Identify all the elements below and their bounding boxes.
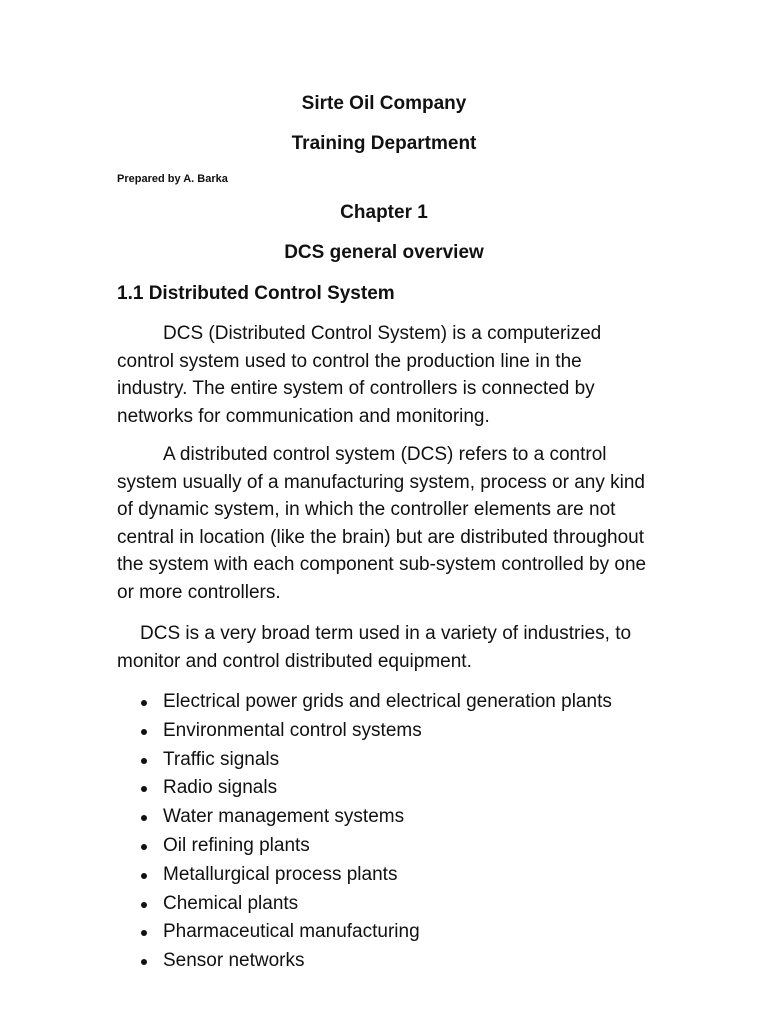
list-item xyxy=(117,688,677,717)
list-item-text: Oil refining plants xyxy=(163,834,310,856)
list-item-text: Sensor networks xyxy=(163,950,305,972)
list-item-text: Traffic signals xyxy=(163,748,280,770)
list-item xyxy=(117,947,677,976)
list-item xyxy=(117,918,677,947)
bullet-icon xyxy=(141,815,147,821)
list-item xyxy=(117,803,677,832)
bullet-icon xyxy=(141,844,147,850)
list-item xyxy=(117,774,677,803)
list-item-text: Pharmaceutical manufacturing xyxy=(163,921,420,943)
applications-list xyxy=(117,688,677,976)
chapter-title: DCS general overview xyxy=(284,242,484,263)
list-item xyxy=(117,861,677,890)
bullet-icon xyxy=(141,930,147,936)
section-heading: 1.1 Distributed Control System xyxy=(117,283,395,304)
paragraph-3: DCS is a very broad term used in a variety of industries, to monitor and control distributed equipment. xyxy=(117,623,632,672)
department-title: Training Department xyxy=(291,133,477,154)
list-item-text: Metallurgical process plants xyxy=(163,863,398,885)
bullet-icon xyxy=(141,873,147,879)
bullet-icon xyxy=(141,700,147,706)
list-item-text: Electrical power grids and electrical generation plants xyxy=(163,691,612,712)
bullet-icon xyxy=(141,959,147,965)
list-item xyxy=(117,717,677,746)
list-item xyxy=(117,890,677,919)
paragraph-1: DCS (Distributed Control System) is a computerized control system used to control the production line in the industry. The entire system of controllers is connected by networks for communication and monitoring. xyxy=(117,323,602,427)
prepared-by-note: Prepared by A. Barka xyxy=(117,173,228,185)
bullet-icon xyxy=(141,729,147,735)
bullet-icon xyxy=(141,786,147,792)
list-item-text: Environmental control systems xyxy=(163,719,422,741)
list-item-text: Radio signals xyxy=(163,777,278,799)
paragraph-2: A distributed control system (DCS) refers to a control system usually of a manufacturing system, process or any kind of dynamic system, in which the controller elements are not central in location (like the brain) but are distributed throughout the system with each component sub-system controlled by one or more controllers. xyxy=(117,444,647,603)
list-item xyxy=(117,746,677,775)
list-item-text: Chemical plants xyxy=(163,892,299,914)
bullet-icon xyxy=(141,902,147,908)
list-item-text: Water management systems xyxy=(163,806,405,828)
company-title: Sirte Oil Company xyxy=(301,93,467,114)
bullet-icon xyxy=(141,758,147,764)
list-item xyxy=(117,832,677,861)
chapter-number: Chapter 1 xyxy=(340,202,428,223)
